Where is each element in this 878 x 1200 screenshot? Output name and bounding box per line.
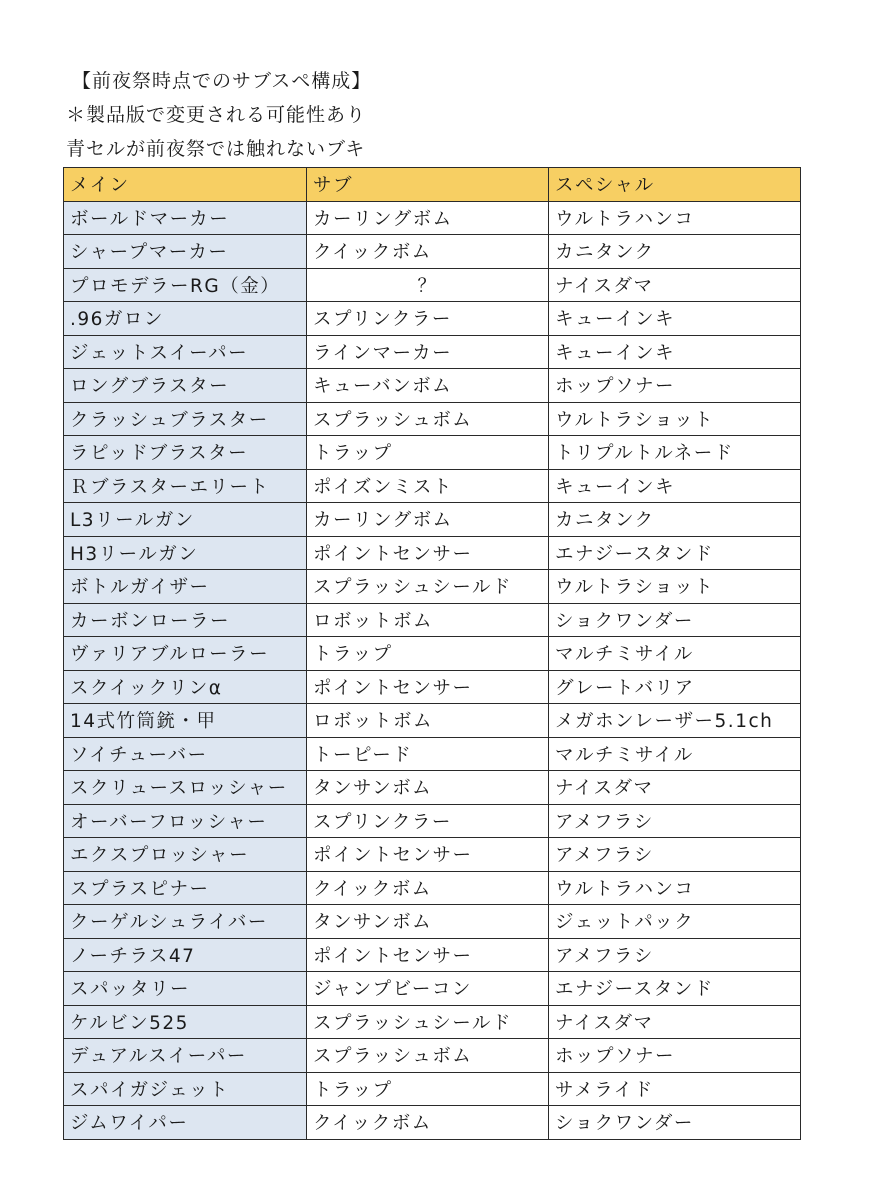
main-weapon-cell: ボトルガイザー: [64, 570, 307, 604]
main-weapon-cell: .96ガロン: [64, 302, 307, 336]
main-weapon-cell: H3リールガン: [64, 536, 307, 570]
special-weapon-cell: キューインキ: [549, 302, 801, 336]
table-row: [64, 704, 801, 738]
main-weapon-cell: ロングブラスター: [64, 369, 307, 403]
table-row: [64, 603, 801, 637]
main-weapon-cell: ボールドマーカー: [64, 201, 307, 235]
sub-weapon-cell: スプラッシュボム: [307, 1039, 549, 1073]
main-weapon-cell: スクリュースロッシャー: [64, 771, 307, 805]
main-weapon-cell: クラッシュブラスター: [64, 402, 307, 436]
main-weapon-cell: L3リールガン: [64, 503, 307, 537]
special-weapon-cell: ショクワンダー: [549, 603, 801, 637]
sub-weapon-cell: ポイントセンサー: [307, 536, 549, 570]
sub-weapon-cell: クイックボム: [307, 235, 549, 269]
sub-weapon-cell: トラップ: [307, 637, 549, 671]
table-row: [64, 1106, 801, 1140]
sub-weapon-cell: クイックボム: [307, 871, 549, 905]
special-weapon-cell: ウルトラショット: [549, 402, 801, 436]
special-weapon-cell: アメフラシ: [549, 838, 801, 872]
table-row: [64, 1072, 801, 1106]
special-weapon-cell: ジェットパック: [549, 905, 801, 939]
table-row: [64, 972, 801, 1006]
special-weapon-cell: アメフラシ: [549, 938, 801, 972]
sub-weapon-cell: トラップ: [307, 1072, 549, 1106]
sub-weapon-cell: スプラッシュボム: [307, 402, 549, 436]
sub-weapon-cell: スプラッシュシールド: [307, 570, 549, 604]
special-weapon-cell: キューインキ: [549, 335, 801, 369]
main-weapon-cell: スプラスピナー: [64, 871, 307, 905]
special-weapon-cell: グレートバリア: [549, 670, 801, 704]
special-weapon-cell: キューインキ: [549, 469, 801, 503]
main-weapon-cell: スクイックリンα: [64, 670, 307, 704]
sub-weapon-cell: ラインマーカー: [307, 335, 549, 369]
table-row: [64, 670, 801, 704]
legend-note: 青セルが前夜祭では触れないブキ: [66, 138, 366, 160]
table-row: [64, 235, 801, 269]
main-weapon-cell: ケルビン525: [64, 1005, 307, 1039]
table-row: [64, 469, 801, 503]
special-weapon-cell: エナジースタンド: [549, 972, 801, 1006]
main-weapon-cell: スパイガジェット: [64, 1072, 307, 1106]
sub-weapon-cell: ロボットボム: [307, 603, 549, 637]
sub-weapon-cell: スプラッシュシールド: [307, 1005, 549, 1039]
special-weapon-cell: ナイスダマ: [549, 771, 801, 805]
special-weapon-cell: カニタンク: [549, 503, 801, 537]
sub-weapon-cell: カーリングボム: [307, 503, 549, 537]
main-weapon-cell: ジェットスイーパー: [64, 335, 307, 369]
header-main: メイン: [64, 168, 307, 202]
table-row: [64, 302, 801, 336]
table-row: [64, 637, 801, 671]
table-row: [64, 436, 801, 470]
main-weapon-cell: プロモデラーRG（金）: [64, 268, 307, 302]
special-weapon-cell: メガホンレーザー5.1ch: [549, 704, 801, 738]
special-weapon-cell: エナジースタンド: [549, 536, 801, 570]
table-row: [64, 335, 801, 369]
special-weapon-cell: ウルトラショット: [549, 570, 801, 604]
sub-weapon-cell: ポイントセンサー: [307, 670, 549, 704]
special-weapon-cell: ナイスダマ: [549, 1005, 801, 1039]
main-weapon-cell: カーボンローラー: [64, 603, 307, 637]
main-weapon-cell: ノーチラス47: [64, 938, 307, 972]
table-row: [64, 201, 801, 235]
main-weapon-cell: エクスプロッシャー: [64, 838, 307, 872]
header-special: スペシャル: [549, 168, 801, 202]
table-row: [64, 938, 801, 972]
notes-block: [66, 64, 371, 166]
sub-weapon-cell: スプリンクラー: [307, 302, 549, 336]
document-title: 【前夜祭時点でのサブスペ構成】: [72, 70, 372, 92]
sub-weapon-cell: ポイントセンサー: [307, 838, 549, 872]
table-row: [64, 737, 801, 771]
table-row: [64, 771, 801, 805]
main-weapon-cell: シャープマーカー: [64, 235, 307, 269]
table-row: [64, 536, 801, 570]
disclaimer-note: ＊製品版で変更される可能性あり: [66, 104, 367, 126]
special-weapon-cell: アメフラシ: [549, 804, 801, 838]
sub-weapon-cell: キューバンボム: [307, 369, 549, 403]
table-row: [64, 503, 801, 537]
sub-weapon-cell: タンサンボム: [307, 771, 549, 805]
table-row: [64, 402, 801, 436]
main-weapon-cell: 14式竹筒銃・甲: [64, 704, 307, 738]
sub-weapon-cell: カーリングボム: [307, 201, 549, 235]
table-row: [64, 1005, 801, 1039]
sub-weapon-cell: ロボットボム: [307, 704, 549, 738]
special-weapon-cell: ウルトラハンコ: [549, 871, 801, 905]
main-weapon-cell: デュアルスイーパー: [64, 1039, 307, 1073]
sub-weapon-cell: ？: [307, 268, 549, 302]
special-weapon-cell: トリプルトルネード: [549, 436, 801, 470]
table-row: [64, 905, 801, 939]
table-row: [64, 804, 801, 838]
header-sub: サブ: [307, 168, 549, 202]
table-row: [64, 570, 801, 604]
sub-weapon-cell: トラップ: [307, 436, 549, 470]
special-weapon-cell: マルチミサイル: [549, 637, 801, 671]
special-weapon-cell: ホップソナー: [549, 1039, 801, 1073]
sub-weapon-cell: ジャンプビーコン: [307, 972, 549, 1006]
sub-weapon-cell: ポイズンミスト: [307, 469, 549, 503]
special-weapon-cell: ショクワンダー: [549, 1106, 801, 1140]
table-row: [64, 1039, 801, 1073]
main-weapon-cell: クーゲルシュライバー: [64, 905, 307, 939]
table-row: [64, 268, 801, 302]
sub-weapon-cell: タンサンボム: [307, 905, 549, 939]
sub-weapon-cell: クイックボム: [307, 1106, 549, 1140]
table-row: [64, 369, 801, 403]
main-weapon-cell: ヴァリアブルローラー: [64, 637, 307, 671]
table-row: [64, 838, 801, 872]
main-weapon-cell: ソイチューバー: [64, 737, 307, 771]
special-weapon-cell: カニタンク: [549, 235, 801, 269]
sub-weapon-cell: ポイントセンサー: [307, 938, 549, 972]
main-weapon-cell: スパッタリー: [64, 972, 307, 1006]
special-weapon-cell: ナイスダマ: [549, 268, 801, 302]
special-weapon-cell: サメライド: [549, 1072, 801, 1106]
special-weapon-cell: ウルトラハンコ: [549, 201, 801, 235]
weapon-loadout-table: [63, 167, 801, 1140]
sub-weapon-cell: スプリンクラー: [307, 804, 549, 838]
main-weapon-cell: ラピッドブラスター: [64, 436, 307, 470]
table-header-row: [64, 168, 801, 202]
table-row: [64, 871, 801, 905]
special-weapon-cell: マルチミサイル: [549, 737, 801, 771]
main-weapon-cell: オーバーフロッシャー: [64, 804, 307, 838]
special-weapon-cell: ホップソナー: [549, 369, 801, 403]
main-weapon-cell: ジムワイパー: [64, 1106, 307, 1140]
main-weapon-cell: Ｒブラスターエリート: [64, 469, 307, 503]
sub-weapon-cell: トーピード: [307, 737, 549, 771]
